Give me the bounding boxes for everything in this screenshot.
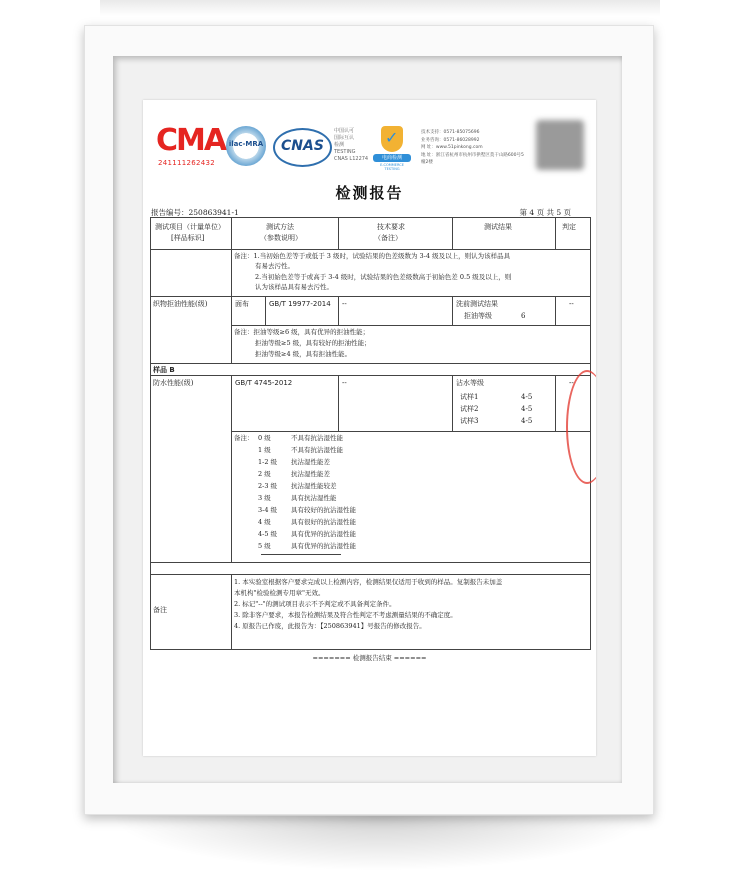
remarks-line: 2. 标记"--"的测试项目表示不予判定或不具备判定条件。 [234,600,396,608]
ecommerce-testing-logo [373,126,411,170]
water-note-desc: 具有优异的抗沾湿性能 [291,542,356,550]
cnas-text-line: 中国认可 [334,128,355,134]
remarks-line: 3. 除非客户要求，本报告检测结果及符合性判定不考虑测量结果的不确定度。 [234,611,457,619]
results-table [150,217,591,650]
col-divider [338,296,339,325]
col-divider [231,375,232,562]
row-divider [151,249,590,250]
row-divider [151,375,590,376]
cma-letters: CMA [156,123,226,158]
oil-result-title: 洗前测试结果 [456,300,498,308]
qr-code-blurred [536,120,584,170]
water-verdict: -- [569,379,574,387]
cnas-text-line: 检测 [334,142,345,148]
water-note-desc: 不具有抗沾湿性能 [291,446,343,454]
col-divider [338,375,339,431]
ilac-label: ilac-MRA [228,140,264,148]
header-req-line1: 技术要求 [377,223,405,231]
row-divider [151,363,590,364]
water-note-grade: 3-4 级 [258,506,278,514]
cnas-text [334,128,374,163]
frame-shadow [110,816,650,871]
report-title: 检测报告 [335,184,404,202]
ec-sub: E-COMMERCE TESTING [380,163,404,171]
note1-line: 2.当初始色差等于或高于 3-4 级时，试验结果的色差级数高于初始色差 0.5 级及以上，则 [255,273,512,281]
water-note-prefix: 备注： [234,434,254,442]
cnas-logo [273,128,332,167]
water-method: GB/T 4745-2012 [235,379,293,387]
water-req: -- [342,379,347,387]
row-divider [231,431,590,432]
water-note-grade: 2 级 [258,470,271,478]
col-divider [338,218,339,249]
water-note-desc: 具有较好的抗沾湿性能 [291,506,356,514]
cma-logo [156,123,226,170]
ec-band: 电商检测 [373,154,411,162]
oil-note: 备注：拒油等级≥6 级，具有优异的拒油性能； [234,328,370,336]
sample-b-label: 样品 B [153,366,175,374]
header-verdict: 判定 [562,223,576,231]
col-divider [231,574,232,649]
header-method-line2: （参数说明） [260,234,302,242]
water-note-grade: 3 级 [258,494,271,502]
water-result-title: 沾水等级 [456,379,484,387]
water-note-desc: 抗沾湿性能差 [291,458,330,466]
contact-line: 技术支持：0571-85075696 [421,130,480,135]
contact-line: 业务咨询：0571-86028992 [421,137,480,143]
row-divider [151,574,590,575]
contact-line: 幢2楼 [421,160,433,165]
note1-line: 有易去污性。 [255,262,294,270]
cma-number: 241111262432 [158,159,216,167]
page-number: 第 4 页 共 5 页 [519,208,571,217]
cnas-text-line: 国际互认 [334,135,355,141]
report-page [143,100,596,756]
remarks-line: 本机构"检验检测专用章"无效。 [234,589,325,597]
col-divider [452,218,453,249]
water-note-grade: 1 级 [258,446,271,454]
header-req-line2: （备注） [374,234,402,242]
oil-note: 拒油等级≥5 级，具有较好的拒油性能； [255,339,371,347]
oil-method: GB/T 19977-2014 [269,300,331,308]
water-note-grade: 4-5 级 [258,530,278,538]
water-row-value: 4-5 [521,393,533,401]
cnas-label: CNAS [281,138,324,154]
oil-verdict: -- [569,300,574,308]
cnas-text-line: CNAS L12274 [334,156,369,162]
oil-item: 织物拒油性能(级) [153,300,208,308]
contact-line: 网 址：www.51pinkong.com [421,145,483,150]
water-note-desc: 具有很好的抗沾湿性能 [291,518,356,526]
water-note-desc: 具有抗沾湿性能 [291,494,337,502]
water-row-label: 试样3 [460,417,479,425]
col-divider [452,375,453,431]
col-divider [452,296,453,325]
cnas-text-line: TESTING [334,149,356,155]
water-note-desc: 不具有抗沾湿性能 [291,434,343,442]
wall-shadow-top [100,0,660,16]
water-note-desc: 抗沾湿性能较差 [291,482,337,490]
oil-note: 拒油等级≥4 级，具有拒油性能。 [255,350,352,358]
remarks-line: 1. 本实验室根据客户要求完成以上检测内容，检测结果仅适用于收到的样品。复制报告未加盖 [234,578,503,586]
header-result: 测试结果 [484,223,512,231]
contact-line: 地 址：浙江省杭州市杭州市拱墅区莫干山路600号5 [421,152,524,158]
remarks-line: 4. 原报告已作废，此报告为：【250863941】号报告的修改报告。 [234,622,426,630]
contact-info [421,129,531,167]
row-divider [231,325,590,326]
oil-result-value: 6 [521,312,526,320]
row-divider [151,296,590,297]
logo-row [151,120,591,170]
water-row-value: 4-5 [521,405,533,413]
water-note-grade: 1-2 级 [258,458,278,466]
header-method-line1: 测试方法 [266,223,294,231]
shield-check-icon [381,126,403,152]
report-end: ======= 检测报告结束 ====== [312,654,427,662]
signature-rule [261,554,341,555]
header-item-line2: [样品标识] [171,234,205,242]
col-divider [231,218,232,363]
col-divider [555,296,556,325]
water-note-grade: 0 级 [258,434,271,442]
ilac-mra-logo [226,126,266,166]
report-number: 报告编号：250863941-1 [151,208,239,217]
water-row-label: 试样2 [460,405,479,413]
water-note-grade: 2-3 级 [258,482,278,490]
water-row-label: 试样1 [460,393,479,401]
water-note-grade: 4 级 [258,518,271,526]
note1-line: 认为该样品具有易去污性。 [255,283,333,291]
col-divider [555,218,556,249]
water-note-grade: 5 级 [258,542,271,550]
row-divider [151,562,590,563]
col-divider [265,296,266,325]
oil-fabric: 面布 [235,300,249,308]
remarks-label: 备注 [153,606,167,614]
header-item-line1: 测试项目（计量单位） [155,223,225,231]
oil-req: -- [342,300,347,308]
col-divider [555,375,556,431]
water-row-value: 4-5 [521,417,533,425]
note1-line: 备注：1.当初始色差等于或低于 3 级时，试验结果的色差级数为 3-4 级及以上，则认为该样品具 [234,252,511,260]
water-item: 防水性能(级) [153,379,194,387]
water-note-desc: 具有优异的抗沾湿性能 [291,530,356,538]
oil-result-label: 拒油等级 [464,312,492,320]
water-note-desc: 抗沾湿性能差 [291,470,330,478]
